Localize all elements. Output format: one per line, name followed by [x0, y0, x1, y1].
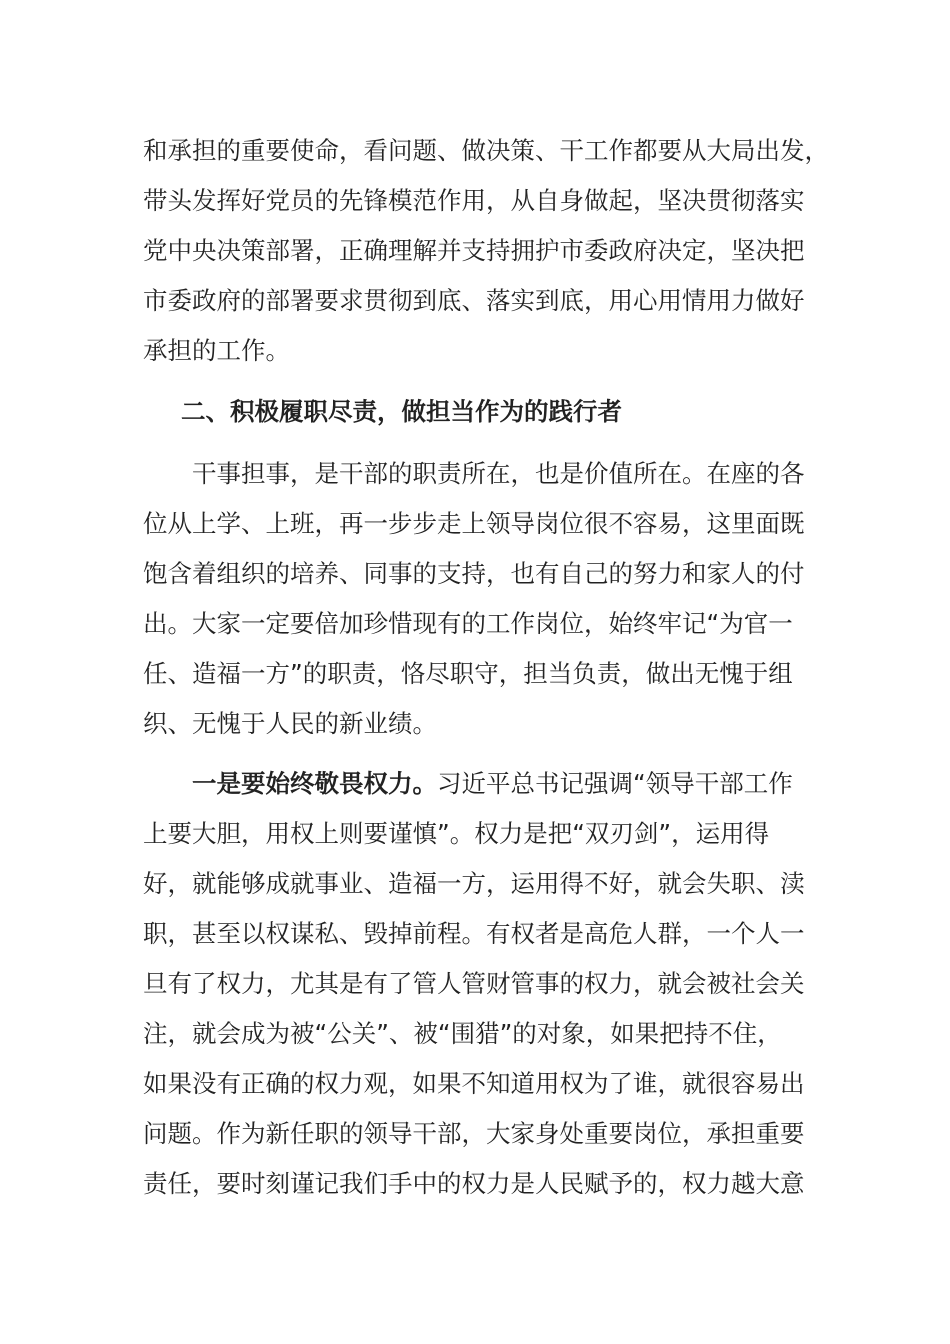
paragraph-line: 带头发挥好党员的先锋模范作用，从自身做起，坚决贯彻落实: [143, 186, 805, 215]
paragraph-line: 如果没有正确的权力观，如果不知道用权为了谁，就很容易出: [143, 1069, 805, 1098]
paragraph-line: 出。大家一定要倍加珍惜现有的工作岗位，始终牢记“为官一: [143, 609, 793, 638]
section-heading: 二、积极履职尽责，做担当作为的践行者: [181, 397, 622, 426]
paragraph-line: 承担的工作。: [143, 336, 290, 365]
paragraph-line: 职，甚至以权谋私、毁掉前程。有权者是高危人群，一个人一: [143, 919, 805, 948]
paragraph-line: 饱含着组织的培养、同事的支持，也有自己的努力和家人的付: [143, 559, 805, 588]
paragraph-line: 旦有了权力，尤其是有了管人管财管事的权力，就会被社会关: [143, 969, 805, 998]
paragraph-line: 织、无愧于人民的新业绩。: [143, 709, 437, 738]
paragraph-line: 位从上学、上班，再一步步走上领导岗位很不容易，这里面既: [143, 509, 805, 538]
paragraph-first-line: [192, 769, 872, 799]
paragraph-line: 责任，要时刻谨记我们手中的权力是人民赋予的，权力越大意: [143, 1169, 805, 1198]
paragraph-line: 问题。作为新任职的领导干部，大家身处重要岗位，承担重要: [143, 1119, 805, 1148]
bold-lead-phrase: 一是要始终敬畏权力。: [192, 769, 437, 798]
paragraph-line: 任、造福一方”的职责，恪尽职守，担当负责，做出无愧于组: [143, 659, 793, 688]
paragraph-text: 习近平总书记强调“领导干部工作: [437, 769, 793, 798]
paragraph-line: 和承担的重要使命，看问题、做决策、干工作都要从大局出发，: [143, 136, 829, 165]
paragraph-line: 好，就能够成就事业、造福一方，运用得不好，就会失职、渎: [143, 869, 805, 898]
paragraph-line: 注，就会成为被“公关”、被“围猎”的对象，如果把持不住，: [143, 1019, 782, 1048]
paragraph-line: 上要大胆，用权上则要谨慎”。权力是把“双刃剑”，运用得: [143, 819, 770, 848]
paragraph-line: 干事担事，是干部的职责所在，也是价值所在。在座的各: [192, 459, 805, 488]
paragraph-line: 市委政府的部署要求贯彻到底、落实到底，用心用情用力做好: [143, 286, 805, 315]
paragraph-line: 党中央决策部署，正确理解并支持拥护市委政府决定，坚决把: [143, 236, 805, 265]
